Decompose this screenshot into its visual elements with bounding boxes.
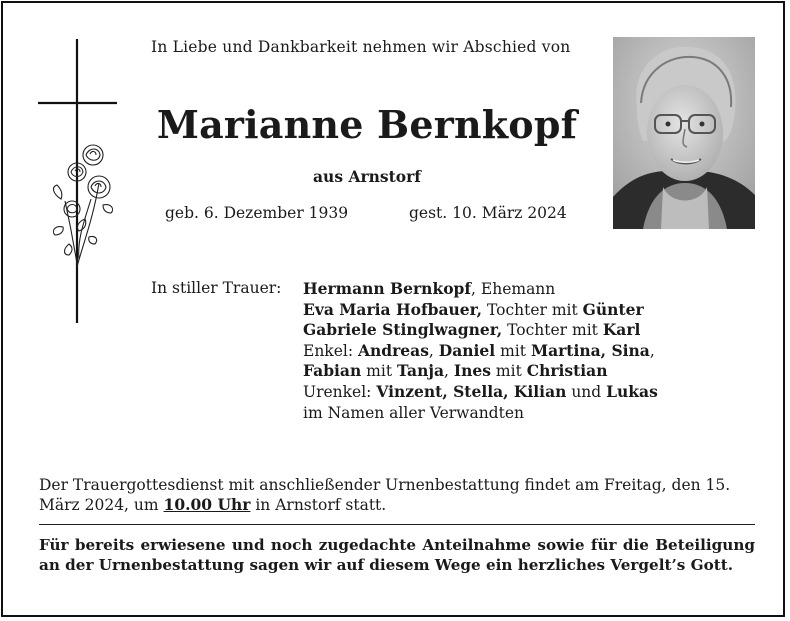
- mourner-name: Andreas: [357, 340, 429, 360]
- mourner-name: Tanja: [397, 361, 445, 381]
- mourner-name: Hermann Bernkopf: [303, 279, 472, 298]
- mourner-relation: Tochter mit: [502, 321, 603, 340]
- mourner-name: Lukas: [606, 381, 658, 401]
- death-date: gest. 10. März 2024: [409, 204, 567, 222]
- service-time: 10.00 Uhr: [163, 495, 251, 514]
- deceased-origin: aus Arnstorf: [313, 167, 421, 186]
- obituary-card: [1, 1, 785, 617]
- mourner-name: Daniel: [438, 340, 496, 360]
- mourner-name: Vinzent, Stella, Kilian: [376, 381, 567, 401]
- mourner-line: Urenkel: Vinzent, Stella, Kilian und Lukas: [303, 381, 658, 401]
- cross-with-roses-icon: [33, 39, 123, 329]
- service-notice: Der Trauergottesdienst mit anschließender Urnenbestattung findet am Freitag, den 15. März 2024, um 10.00 Uhr in Arnstorf statt.: [39, 476, 731, 514]
- mourner-line: Fabian mit Tanja, Ines mit Christian: [303, 361, 608, 381]
- mourner-relation: Tochter mit: [482, 300, 583, 319]
- portrait-photo: [613, 37, 755, 229]
- mourning-label: In stiller Trauer:: [151, 279, 282, 297]
- mourner-relation: , Ehemann: [471, 280, 556, 298]
- mourner-line: Enkel: Andreas, Daniel mit Martina, Sina,: [303, 340, 655, 360]
- mourner-name: Fabian: [303, 361, 362, 381]
- divider: [39, 524, 755, 525]
- mourner-partner: Günter: [582, 299, 644, 319]
- mourner-name: Gabriele Stinglwagner,: [303, 320, 503, 340]
- great-grandchildren-label: Urenkel:: [303, 382, 377, 401]
- mourner-line: [303, 279, 658, 300]
- mourners-list: [303, 279, 658, 423]
- mourner-name: Ines: [453, 361, 491, 381]
- mourner-partner: Karl: [602, 320, 641, 340]
- deceased-name: Marianne Bernkopf: [156, 102, 578, 147]
- thanks-text: Für bereits erwiesene und noch zugedachte Anteilnahme sowie für die Beteiligung an der Urnenbestattung sagen wir auf diesem Wege ein herzliches Vergelt’s Gott.: [39, 536, 755, 574]
- birth-date: geb. 6. Dezember 1939: [165, 204, 349, 222]
- mourner-name: Christian: [526, 361, 608, 381]
- mourner-line: [303, 320, 658, 341]
- mourner-line: [303, 300, 658, 321]
- mourner-name: Eva Maria Hofbauer,: [303, 299, 483, 319]
- mourner-line: im Namen aller Verwandten: [303, 403, 524, 422]
- grandchildren-label: Enkel:: [303, 341, 358, 360]
- mourner-name: Martina, Sina: [530, 340, 650, 360]
- intro-text: In Liebe und Dankbarkeit nehmen wir Abschied von: [151, 38, 571, 56]
